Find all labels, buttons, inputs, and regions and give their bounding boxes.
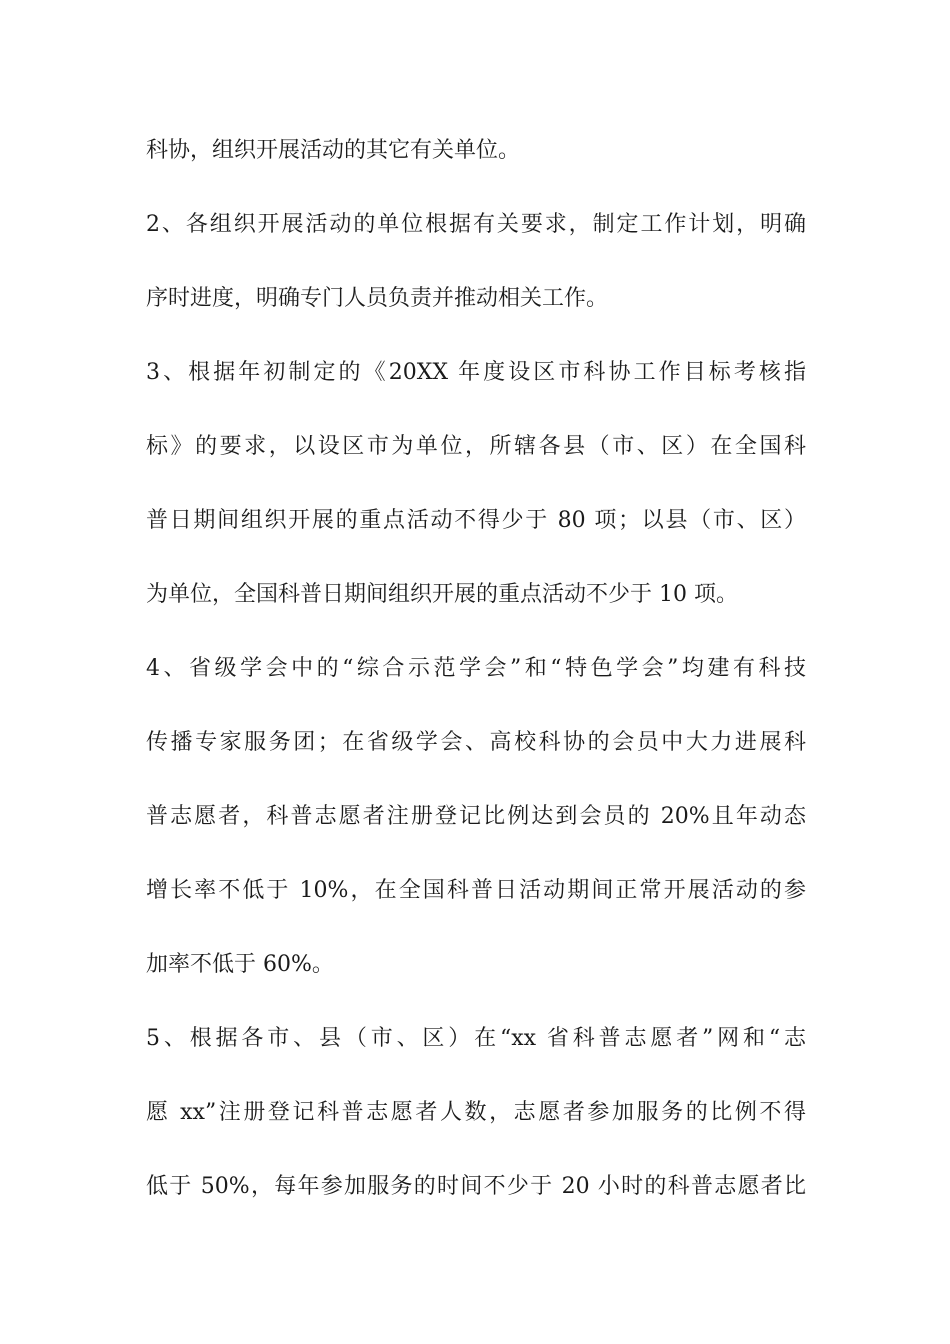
text-line-6: 普日期间组织开展的重点活动不得少于 80 项；以县（市、区） — [146, 508, 806, 533]
text-line-4: 3、根据年初制定的《20XX 年度设区市科协工作目标考核指 — [146, 360, 806, 385]
text-line-10: 普志愿者，科普志愿者注册登记比例达到会员的 20%且年动态 — [146, 804, 806, 829]
text-line-3: 序时进度，明确专门人员负责并推动相关工作。 — [146, 286, 609, 311]
text-line-7: 为单位，全国科普日期间组织开展的重点活动不少于 10 项。 — [146, 582, 738, 607]
text-line-14: 愿 xx”注册登记科普志愿者人数，志愿者参加服务的比例不得 — [146, 1100, 806, 1125]
text-line-12: 加率不低于 60%。 — [146, 952, 334, 977]
text-line-11: 增长率不低于 10%，在全国科普日活动期间正常开展活动的参 — [146, 878, 806, 903]
text-line-1: 科协，组织开展活动的其它有关单位。 — [146, 138, 521, 163]
text-line-9: 传播专家服务团；在省级学会、高校科协的会员中大力进展科 — [146, 730, 806, 755]
text-line-8: 4、省级学会中的“综合示范学会”和“特色学会”均建有科技 — [146, 656, 806, 681]
text-line-2: 2、各组织开展活动的单位根据有关要求，制定工作计划，明确 — [146, 212, 806, 237]
text-line-15: 低于 50%，每年参加服务的时间不少于 20 小时的科普志愿者比 — [146, 1174, 806, 1199]
text-line-13: 5、根据各市、县（市、区）在“xx 省科普志愿者”网和“志 — [146, 1026, 806, 1051]
text-line-5: 标》的要求，以设区市为单位，所辖各县（市、区）在全国科 — [146, 434, 806, 459]
